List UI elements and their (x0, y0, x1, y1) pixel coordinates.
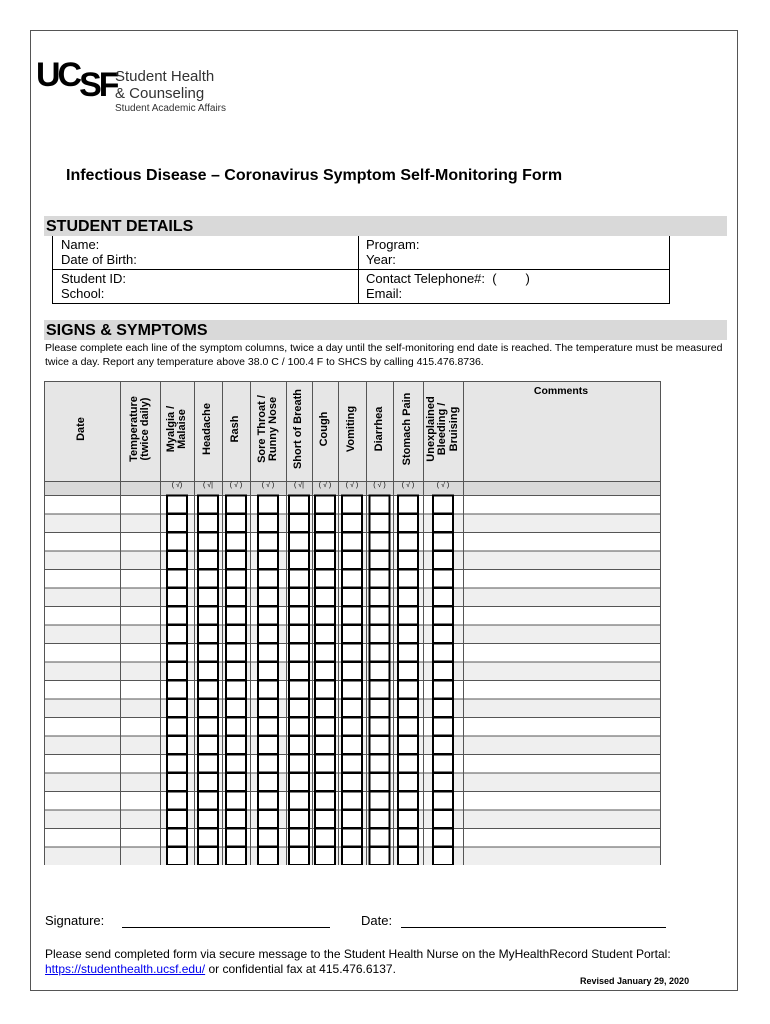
symptom-checkbox[interactable] (398, 570, 418, 588)
symptom-checkbox[interactable] (370, 588, 390, 606)
form-title: Infectious Disease – Coronavirus Symptom Self-Monitoring Form (66, 167, 563, 184)
symptom-checkbox[interactable] (198, 662, 218, 680)
symptom-checkbox[interactable] (433, 755, 453, 773)
comments-header: Comments (533, 385, 589, 397)
column-header (390, 381, 426, 477)
symptom-checkbox[interactable] (226, 588, 246, 606)
symptom-checkbox[interactable] (315, 847, 335, 865)
symptom-checkbox[interactable] (198, 699, 218, 717)
logo-line-1: Student Health (115, 68, 215, 85)
symptom-checkbox[interactable] (198, 514, 218, 532)
symptom-checkbox[interactable] (226, 570, 246, 588)
symptom-checkbox[interactable] (315, 607, 335, 625)
symptom-checkbox[interactable] (289, 533, 309, 551)
check-mark-label: ( √ ) (261, 482, 275, 489)
symptom-checkbox[interactable] (370, 607, 390, 625)
symptom-checkbox[interactable] (258, 607, 278, 625)
footer-text-2: or confidential fax at 415.476.6137. (205, 962, 396, 976)
symptom-checkbox[interactable] (342, 810, 362, 828)
symptom-checkbox[interactable] (167, 533, 187, 551)
symptom-checkbox[interactable] (289, 570, 309, 588)
symptom-checkbox[interactable] (289, 755, 309, 773)
symptom-checkbox[interactable] (433, 551, 453, 569)
column-header-line: Bruising (447, 406, 460, 452)
symptom-checkbox[interactable] (226, 736, 246, 754)
column-header (425, 381, 461, 477)
symptom-checkbox[interactable] (167, 736, 187, 754)
symptom-checkbox[interactable] (167, 496, 187, 514)
symptom-checkbox[interactable] (258, 625, 278, 643)
symptom-checkbox[interactable] (342, 551, 362, 569)
symptom-checkbox[interactable] (167, 718, 187, 736)
column-header (122, 381, 158, 477)
symptom-checkbox[interactable] (258, 792, 278, 810)
symptom-checkbox[interactable] (433, 514, 453, 532)
check-mark-label: ( √ ) (229, 482, 243, 489)
symptom-checkbox[interactable] (315, 755, 335, 773)
symptom-checkbox[interactable] (342, 662, 362, 680)
phone-field[interactable]: Contact Telephone#: ( ) (366, 271, 530, 286)
symptom-checkbox[interactable] (370, 736, 390, 754)
symptom-checkbox[interactable] (398, 829, 418, 847)
program-field[interactable]: Program: (366, 237, 420, 252)
symptom-checkbox[interactable] (258, 773, 278, 791)
symptom-checkbox[interactable] (289, 773, 309, 791)
symptom-checkbox[interactable] (398, 625, 418, 643)
check-mark-label: ( √ ) (345, 482, 359, 489)
symptom-checkbox[interactable] (398, 699, 418, 717)
name-field[interactable]: Name: (61, 237, 100, 252)
column-header-line: Myalgia / (164, 405, 177, 453)
symptom-checkbox[interactable] (167, 755, 187, 773)
symptom-checkbox[interactable] (258, 514, 278, 532)
column-header-line: Runny Nose (267, 396, 279, 462)
symptom-checkbox[interactable] (226, 755, 246, 773)
symptom-checkbox[interactable] (289, 792, 309, 810)
symptom-checkbox[interactable] (289, 644, 309, 662)
symptom-checkbox[interactable] (198, 829, 218, 847)
symptom-checkbox[interactable] (398, 644, 418, 662)
symptom-checkbox[interactable] (370, 514, 390, 532)
symptom-checkbox[interactable] (226, 810, 246, 828)
symptom-checkbox[interactable] (258, 533, 278, 551)
column-header-line: Short of Breath (292, 388, 305, 470)
symptom-checkbox[interactable] (315, 681, 335, 699)
portal-link[interactable]: https://studenthealth.ucsf.edu/ (45, 962, 206, 976)
column-header-line: Diarrhea (372, 406, 385, 452)
column-header-line: Malaise (176, 409, 188, 449)
symptom-checkbox[interactable] (198, 681, 218, 699)
symptom-checkbox[interactable] (342, 625, 362, 643)
student-details-box (52, 236, 670, 304)
year-field[interactable]: Year: (366, 252, 396, 267)
signature-label: Signature: (45, 913, 105, 928)
symptom-checkbox[interactable] (226, 662, 246, 680)
symptom-checkbox[interactable] (167, 773, 187, 791)
column-header-line: Vomiting (345, 405, 358, 453)
symptom-checkbox[interactable] (433, 810, 453, 828)
check-mark-label: ( √| (203, 482, 213, 489)
symptom-checkbox[interactable] (258, 699, 278, 717)
school-field[interactable]: School: (61, 286, 105, 301)
symptom-checkbox[interactable] (289, 810, 309, 828)
symptom-checkbox[interactable] (315, 570, 335, 588)
symptom-checkbox[interactable] (342, 496, 362, 514)
column-header-line: Sore Throat / (255, 395, 268, 463)
symptom-checkbox[interactable] (398, 588, 418, 606)
symptom-checkbox[interactable] (289, 496, 309, 514)
symptom-checkbox[interactable] (315, 625, 335, 643)
symptom-checkbox[interactable] (258, 847, 278, 865)
symptom-checkbox[interactable] (258, 810, 278, 828)
symptom-checkbox[interactable] (370, 699, 390, 717)
symptom-checkbox[interactable] (433, 792, 453, 810)
symptom-checkbox[interactable] (226, 551, 246, 569)
logo-line-2: & Counseling (115, 85, 205, 102)
symptom-checkbox[interactable] (370, 662, 390, 680)
symptom-checkbox[interactable] (226, 718, 246, 736)
symptom-checkbox[interactable] (198, 810, 218, 828)
symptom-checkbox[interactable] (198, 551, 218, 569)
symptom-checkbox[interactable] (398, 773, 418, 791)
symptom-checkbox[interactable] (198, 847, 218, 865)
symptom-checkbox[interactable] (226, 496, 246, 514)
symptom-checkbox[interactable] (370, 755, 390, 773)
symptom-checkbox[interactable] (315, 792, 335, 810)
symptom-checkbox[interactable] (167, 514, 187, 532)
symptom-checkbox[interactable] (198, 533, 218, 551)
symptom-checkbox[interactable] (258, 570, 278, 588)
symptom-checkbox[interactable] (315, 644, 335, 662)
symptom-checkbox[interactable] (198, 773, 218, 791)
symptom-checkbox[interactable] (398, 607, 418, 625)
check-mark-label: ( √ ) (318, 482, 332, 489)
check-mark-label: ( √) (171, 482, 183, 489)
symptom-checkbox[interactable] (198, 588, 218, 606)
symptom-checkbox[interactable] (370, 570, 390, 588)
column-header-line: Cough (318, 411, 331, 447)
symptom-checkbox[interactable] (258, 662, 278, 680)
student-id-field[interactable]: Student ID: (61, 271, 127, 286)
symptom-checkbox[interactable] (433, 699, 453, 717)
symptom-checkbox[interactable] (258, 644, 278, 662)
signature-line[interactable] (122, 927, 330, 928)
symptom-checkbox[interactable] (370, 681, 390, 699)
symptom-checkbox[interactable] (289, 829, 309, 847)
student-details-heading: STUDENT DETAILS (44, 216, 727, 236)
symptom-checkbox[interactable] (433, 773, 453, 791)
symptom-checkbox[interactable] (398, 718, 418, 736)
symptom-checkbox[interactable] (342, 736, 362, 754)
symptom-checkbox[interactable] (198, 625, 218, 643)
symptom-checkbox[interactable] (398, 755, 418, 773)
column-header-line: Bleeding / (436, 402, 449, 456)
symptom-checkbox[interactable] (315, 551, 335, 569)
symptom-checkbox[interactable] (289, 588, 309, 606)
symptom-checkbox[interactable] (315, 810, 335, 828)
symptom-checkbox[interactable] (315, 718, 335, 736)
symptom-checkbox[interactable] (398, 662, 418, 680)
symptom-checkbox[interactable] (226, 829, 246, 847)
symptom-checkbox[interactable] (167, 607, 187, 625)
symptom-checkbox[interactable] (398, 736, 418, 754)
symptom-checkbox[interactable] (315, 514, 335, 532)
symptom-checkbox[interactable] (258, 588, 278, 606)
symptom-checkbox[interactable] (398, 496, 418, 514)
column-header-line: (twice daily) (139, 397, 151, 461)
symptom-checkbox[interactable] (289, 847, 309, 865)
symptom-checkbox[interactable] (370, 625, 390, 643)
column-header-line: Temperature (127, 396, 140, 462)
ucsf-logo (36, 58, 276, 118)
symptom-checkbox[interactable] (433, 644, 453, 662)
symptom-checkbox[interactable] (342, 588, 362, 606)
symptom-checkbox[interactable] (198, 496, 218, 514)
symptom-checkbox[interactable] (342, 773, 362, 791)
symptom-checkbox[interactable] (226, 514, 246, 532)
logo-line-3: Student Academic Affairs (115, 103, 226, 114)
symptom-checkbox[interactable] (289, 514, 309, 532)
symptom-checkbox[interactable] (167, 847, 187, 865)
symptom-checkbox[interactable] (398, 551, 418, 569)
symptom-checkbox[interactable] (315, 662, 335, 680)
symptom-checkbox[interactable] (433, 625, 453, 643)
symptom-checkbox[interactable] (289, 736, 309, 754)
symptom-checkbox[interactable] (198, 570, 218, 588)
symptom-checkbox[interactable] (167, 792, 187, 810)
symptom-checkbox[interactable] (315, 699, 335, 717)
dob-field[interactable]: Date of Birth: (61, 252, 137, 267)
symptom-checkbox[interactable] (433, 681, 453, 699)
symptom-checkbox[interactable] (370, 496, 390, 514)
symptom-checkbox[interactable] (167, 644, 187, 662)
revised-date: Revised January 29, 2020 (580, 976, 690, 986)
symptom-checkbox[interactable] (398, 792, 418, 810)
symptom-checkbox[interactable] (258, 681, 278, 699)
symptom-checkbox[interactable] (342, 644, 362, 662)
symptom-checkbox[interactable] (198, 718, 218, 736)
check-mark-label: ( √ ) (436, 482, 450, 489)
symptom-checkbox[interactable] (226, 847, 246, 865)
symptom-checkbox[interactable] (342, 607, 362, 625)
check-mark-label: ( √ ) (401, 482, 415, 489)
symptom-checkbox[interactable] (258, 551, 278, 569)
symptom-checkbox[interactable] (370, 718, 390, 736)
symptom-checkbox[interactable] (289, 607, 309, 625)
symptom-checkbox[interactable] (433, 736, 453, 754)
symptom-checkbox[interactable] (370, 847, 390, 865)
symptom-checkbox[interactable] (342, 755, 362, 773)
symptom-checkbox[interactable] (198, 792, 218, 810)
symptom-checkbox[interactable] (433, 662, 453, 680)
symptom-checkbox[interactable] (370, 644, 390, 662)
symptom-checkbox[interactable] (315, 829, 335, 847)
check-mark-label: ( √| (294, 482, 304, 489)
symptom-checkbox[interactable] (433, 829, 453, 847)
symptom-checkbox[interactable] (398, 533, 418, 551)
symptom-checkbox[interactable] (370, 551, 390, 569)
symptom-checkbox[interactable] (370, 533, 390, 551)
symptom-checkbox[interactable] (167, 588, 187, 606)
symptom-checkbox[interactable] (289, 699, 309, 717)
symptom-checkbox[interactable] (226, 607, 246, 625)
symptom-checkbox[interactable] (315, 588, 335, 606)
symptom-checkbox[interactable] (433, 496, 453, 514)
symptom-checkbox[interactable] (370, 829, 390, 847)
symptom-checkbox[interactable] (258, 496, 278, 514)
symptom-checkbox[interactable] (289, 718, 309, 736)
symptom-checkbox[interactable] (398, 514, 418, 532)
symptom-checkbox[interactable] (258, 718, 278, 736)
details-divider-horizontal (53, 269, 670, 270)
symptom-checkbox[interactable] (167, 625, 187, 643)
symptom-checkbox[interactable] (370, 810, 390, 828)
symptom-checkbox[interactable] (342, 792, 362, 810)
symptom-checkbox[interactable] (370, 773, 390, 791)
symptom-checkbox[interactable] (258, 736, 278, 754)
instructions-text: Please complete each line of the symptom columns, twice a day until the self-monitoring end date is reached. The temperature must be measured twice a day. Report any temperature above 38.0 C / 100.4 F to SHCS by calling 415.476.8736. (45, 342, 723, 368)
column-header-line: Date (75, 417, 88, 441)
signs-symptoms-heading: SIGNS & SYMPTOMS (44, 320, 727, 340)
symptom-checkbox[interactable] (258, 829, 278, 847)
symptom-checkbox[interactable] (226, 533, 246, 551)
symptom-checkbox[interactable] (342, 699, 362, 717)
check-mark-label: ( √ ) (373, 482, 386, 489)
column-header (64, 381, 100, 477)
symptom-checkbox[interactable] (167, 681, 187, 699)
email-field[interactable]: Email: (366, 286, 403, 301)
symptom-checkbox[interactable] (167, 570, 187, 588)
symptom-checkbox[interactable] (226, 773, 246, 791)
symptom-checkbox[interactable] (289, 681, 309, 699)
symptom-checkbox[interactable] (167, 662, 187, 680)
symptom-checkbox[interactable] (167, 699, 187, 717)
column-header-line: Unexplained (424, 396, 437, 462)
symptom-checkbox[interactable] (342, 718, 362, 736)
symptom-checkbox[interactable] (226, 792, 246, 810)
symptom-checkbox[interactable] (342, 570, 362, 588)
column-header-line: Headache (201, 403, 214, 455)
date-label: Date: (361, 913, 393, 928)
logo-mark: UCSF (36, 56, 117, 104)
symptom-checkbox[interactable] (315, 773, 335, 791)
symptom-checkbox[interactable] (433, 718, 453, 736)
symptom-checkbox[interactable] (226, 625, 246, 643)
symptom-checkbox[interactable] (315, 736, 335, 754)
symptom-checkbox[interactable] (342, 681, 362, 699)
symptom-checkbox[interactable] (226, 699, 246, 717)
column-header-line: Rash (229, 415, 242, 443)
symptom-checkbox[interactable] (315, 496, 335, 514)
column-header-line: Stomach Pain (401, 392, 414, 466)
symptom-checkbox[interactable] (198, 644, 218, 662)
footer-instructions (45, 947, 735, 977)
symptom-checkbox[interactable] (433, 847, 453, 865)
symptom-checkbox[interactable] (398, 847, 418, 865)
symptom-checkbox[interactable] (289, 551, 309, 569)
footer-text: Please send completed form via secure message to the Student Health Nurse on the MyHealthRecord Student Portal: (45, 947, 671, 961)
symptom-checkbox[interactable] (167, 810, 187, 828)
symptom-checkbox[interactable] (167, 829, 187, 847)
symptom-checkbox[interactable] (226, 644, 246, 662)
column-header (218, 381, 254, 477)
symptom-checkbox[interactable] (315, 533, 335, 551)
symptom-checkbox[interactable] (289, 625, 309, 643)
symptom-checkbox[interactable] (167, 551, 187, 569)
symptom-checkbox[interactable] (433, 570, 453, 588)
symptom-checkbox[interactable] (342, 533, 362, 551)
symptom-checkbox[interactable] (198, 607, 218, 625)
symptom-checkbox[interactable] (342, 829, 362, 847)
symptom-checkbox[interactable] (370, 792, 390, 810)
symptom-checkbox[interactable] (289, 662, 309, 680)
symptom-checkbox[interactable] (398, 681, 418, 699)
symptom-checkbox[interactable] (226, 681, 246, 699)
symptom-checkbox[interactable] (258, 755, 278, 773)
symptom-checkbox[interactable] (433, 533, 453, 551)
symptom-checkbox[interactable] (198, 736, 218, 754)
symptom-checkbox[interactable] (198, 755, 218, 773)
date-line[interactable] (401, 927, 666, 928)
symptom-checkbox[interactable] (398, 810, 418, 828)
symptom-checkbox[interactable] (342, 514, 362, 532)
symptom-checkbox[interactable] (342, 847, 362, 865)
symptom-checkbox[interactable] (433, 607, 453, 625)
symptom-checkbox[interactable] (433, 588, 453, 606)
